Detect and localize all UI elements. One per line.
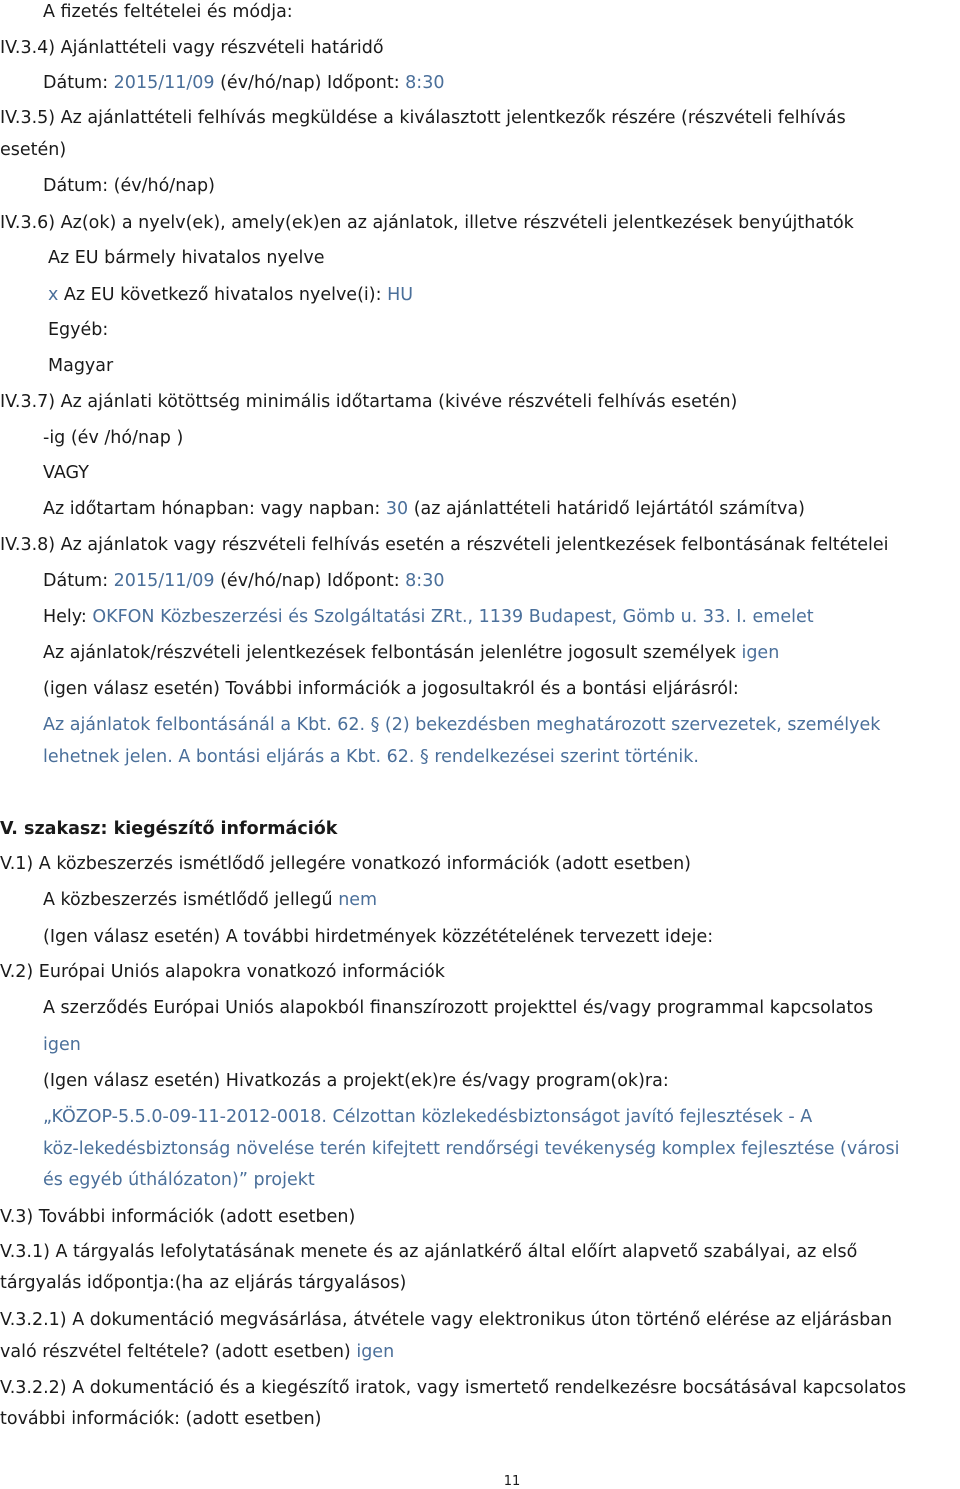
binding-duration-line: Az időtartam hónapban: vagy napban: 30 (az ajánlattételi határidő lejártától számítva) xyxy=(43,499,805,519)
attendance-info-value-cont: lehetnek jelen. A bontási eljárás a Kbt. 62. § rendelkezései szerint történik. xyxy=(43,747,699,767)
any-eu-language-option: Az EU bármely hivatalos nyelve xyxy=(48,248,325,268)
section-v-3-2-2-heading-cont: további információk: (adott esetben) xyxy=(0,1409,322,1429)
project-reference-value-cont2: és egyéb úthálózaton)” projekt xyxy=(43,1170,315,1190)
recurrent-line: A közbeszerzés ismétlődő jellegű nem xyxy=(43,890,378,910)
eu-language-selected: x Az EU következő hivatalos nyelve(i): HU xyxy=(48,285,414,305)
or-label: VAGY xyxy=(43,463,89,483)
eu-funds-value: igen xyxy=(43,1035,81,1055)
section-iv-3-8-heading: IV.3.8) Az ajánlatok vagy részvételi felhívás esetén a részvételi jelentkezések felbontásának feltételei xyxy=(0,535,889,555)
invitation-date-line: Dátum: (év/hó/nap) xyxy=(43,176,215,196)
section-v-3-2-1-heading: V.3.2.1) A dokumentáció megvásárlása, átvétele vagy elektronikus úton történő elérése az eljárásban xyxy=(0,1310,893,1330)
section-v-3-1-heading-cont: tárgyalás időpontja:(ha az eljárás tárgyalásos) xyxy=(0,1273,407,1293)
opening-place-line: Hely: OKFON Közbeszerzési és Szolgáltatási ZRt., 1139 Budapest, Gömb u. 33. I. emelet xyxy=(43,607,814,627)
attendance-info-label: (igen válasz esetén) További információk a jogosultakról és a bontási eljárásról: xyxy=(43,679,739,699)
binding-date-line: -ig (év /hó/nap ) xyxy=(43,428,184,448)
attendance-line: Az ajánlatok/részvételi jelentkezések felbontásán jelenlétre jogosult személyek igen xyxy=(43,643,780,663)
section-v-3-1-heading: V.3.1) A tárgyalás lefolytatásának menete és az ajánlatkérő által előírt alapvető szabályai, az első xyxy=(0,1242,858,1262)
payment-terms-label: A fizetés feltételei és módja: xyxy=(43,2,293,22)
project-reference-value-cont1: köz-lekedésbiztonság növelése terén kifejtett rendőrségi tevékenység komplex fejlesztése (városi xyxy=(43,1139,900,1159)
section-v-1-heading: V.1) A közbeszerzés ismétlődő jellegére vonatkozó információk (adott esetben) xyxy=(0,854,691,874)
attendance-info-value: Az ajánlatok felbontásánál a Kbt. 62. § (2) bekezdésben meghatározott szervezetek, személyek xyxy=(43,715,881,735)
other-language-label: Egyéb: xyxy=(48,320,109,340)
section-iv-3-7-heading: IV.3.7) Az ajánlati kötöttség minimális időtartama (kivéve részvételi felhívás esetén) xyxy=(0,392,738,412)
project-reference-value: „KÖZOP-5.5.0-09-11-2012-0018. Célzottan közlekedésbiztonságot javító fejlesztések - A xyxy=(43,1107,813,1127)
deadline-date-line: Dátum: 2015/11/09 (év/hó/nap) Időpont: 8:30 xyxy=(43,73,445,93)
other-language-value: Magyar xyxy=(48,356,114,376)
section-v-3-2-1-heading-cont: való részvétel feltétele? (adott esetben) igen xyxy=(0,1342,395,1362)
section-iv-3-5-heading: IV.3.5) Az ajánlattételi felhívás megküldése a kiválasztott jelentkezők részére (részvételi felhívás xyxy=(0,108,846,128)
project-reference-label: (Igen válasz esetén) Hivatkozás a projekt(ek)re és/vagy program(ok)ra: xyxy=(43,1071,669,1091)
section-v-3-heading: V.3) További információk (adott esetben) xyxy=(0,1207,356,1227)
section-v-heading: V. szakasz: kiegészítő információk xyxy=(0,819,338,839)
page-number: 11 xyxy=(503,1474,521,1489)
checkbox-mark: x xyxy=(48,285,59,305)
further-notices-line: (Igen válasz esetén) A további hirdetmények közzétételének tervezett ideje: xyxy=(43,927,714,947)
section-iv-3-6-heading: IV.3.6) Az(ok) a nyelv(ek), amely(ek)en az ajánlatok, illetve részvételi jelentkezések benyújthatók xyxy=(0,213,854,233)
opening-date-line: Dátum: 2015/11/09 (év/hó/nap) Időpont: 8:30 xyxy=(43,571,445,591)
section-iv-3-4-heading: IV.3.4) Ajánlattételi vagy részvételi határidő xyxy=(0,38,384,58)
section-v-2-heading: V.2) Európai Uniós alapokra vonatkozó információk xyxy=(0,962,445,982)
section-v-3-2-2-heading: V.3.2.2) A dokumentáció és a kiegészítő iratok, vagy ismertető rendelkezésre bocsátásával kapcsolatos xyxy=(0,1378,907,1398)
section-iv-3-5-heading-cont: esetén) xyxy=(0,140,67,160)
eu-funds-line: A szerződés Európai Uniós alapokból finanszírozott projekttel és/vagy programmal kapcsolatos xyxy=(43,998,874,1018)
